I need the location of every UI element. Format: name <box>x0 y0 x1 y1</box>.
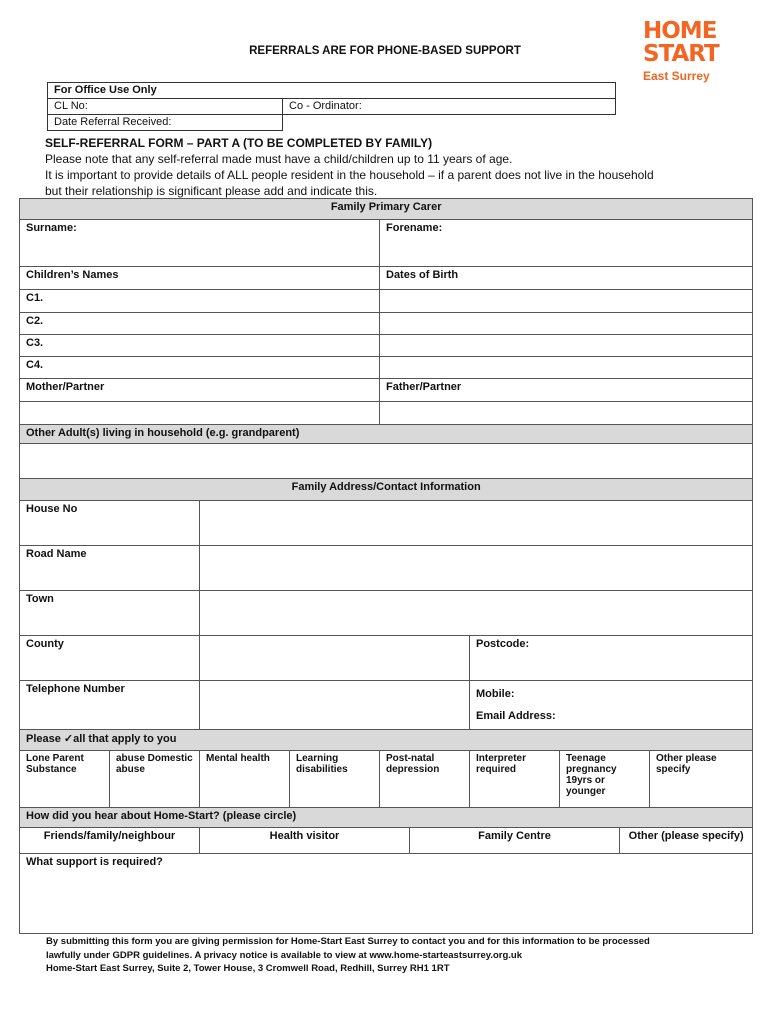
forename-field[interactable]: Forename: <box>380 220 753 267</box>
option-learning-disabilities[interactable]: Learning disabilities <box>290 751 380 808</box>
page-title: REFERRALS ARE FOR PHONE-BASED SUPPORT <box>249 45 521 57</box>
town-field[interactable] <box>200 591 753 636</box>
road-name-label: Road Name <box>20 546 200 591</box>
heard-header: How did you hear about Home-Start? (please circle) <box>20 808 753 828</box>
form-title: SELF-REFERRAL FORM – PART A (TO BE COMPLETED BY FAMILY) <box>45 136 433 150</box>
option-teenage-pregnancy[interactable]: Teenage pregnancy 19yrs or younger <box>560 751 650 808</box>
logo-subtitle: East Surrey <box>643 69 710 83</box>
applies-pre: Please <box>26 733 64 745</box>
mobile-field[interactable]: Mobile: <box>476 688 515 700</box>
office-use-box <box>47 82 616 131</box>
child-2-name[interactable]: C2. <box>20 313 380 335</box>
footer <box>46 935 726 976</box>
footer-line-1: By submitting this form you are giving permission for Home-Start East Surrey to contact you and for this information to be processed <box>46 936 650 947</box>
child-1-dob[interactable] <box>380 290 753 313</box>
intro-block <box>45 135 745 199</box>
other-adults-label: Other Adult(s) living in household (e.g. grandparent) <box>20 425 753 444</box>
option-interpreter[interactable]: Interpreter required <box>470 751 560 808</box>
postcode-field[interactable]: Postcode: <box>470 636 753 681</box>
option-other[interactable]: Other please specify <box>650 751 753 808</box>
footer-line-2: lawfully under GDPR guidelines. A privacy notice is available to view at www.home-starteastsurrey.org.uk <box>46 949 523 961</box>
county-field[interactable] <box>200 636 470 681</box>
email-field[interactable]: Email Address: <box>476 710 556 722</box>
heard-other[interactable]: Other (please specify) <box>620 828 753 854</box>
house-no-label: House No <box>20 501 200 546</box>
heard-family-centre[interactable]: Family Centre <box>410 828 620 854</box>
option-domestic-abuse[interactable]: abuse Domestic abuse <box>110 751 200 808</box>
child-2-dob[interactable] <box>380 313 753 335</box>
child-4-name[interactable]: C4. <box>20 357 380 379</box>
mother-partner-field[interactable] <box>20 402 380 425</box>
intro-line-1: Please note that any self-referral made must have a child/children up to 11 years of age. <box>45 152 513 166</box>
father-partner-label: Father/Partner <box>380 379 753 402</box>
child-4-dob[interactable] <box>380 357 753 379</box>
intro-line-2: It is important to provide details of ALL people resident in the household – if a parent does not live in the household <box>45 168 654 182</box>
coordinator-field[interactable]: Co - Ordinator: <box>283 99 616 115</box>
telephone-field[interactable] <box>200 681 470 730</box>
office-heading: For Office Use Only <box>48 83 616 99</box>
cl-no-field[interactable]: CL No: <box>48 99 283 115</box>
county-label: County <box>20 636 200 681</box>
road-name-field[interactable] <box>200 546 753 591</box>
children-names-label: Children’s Names <box>20 267 380 290</box>
heard-health-visitor[interactable]: Health visitor <box>200 828 410 854</box>
check-icon: ✓ <box>63 733 74 745</box>
logo-line-2: START <box>643 41 719 67</box>
support-field[interactable]: What support is required? <box>20 854 753 934</box>
logo-line-1: HOME <box>643 18 717 44</box>
house-no-field[interactable] <box>200 501 753 546</box>
child-1-name[interactable]: C1. <box>20 290 380 313</box>
father-partner-field[interactable] <box>380 402 753 425</box>
applies-header <box>20 730 753 751</box>
option-mental-health[interactable]: Mental health <box>200 751 290 808</box>
date-received-field[interactable]: Date Referral Received: <box>48 115 283 131</box>
other-adults-field[interactable] <box>20 444 753 479</box>
town-label: Town <box>20 591 200 636</box>
dates-of-birth-label: Dates of Birth <box>380 267 753 290</box>
contact-fields[interactable] <box>470 681 753 730</box>
applies-post: all that apply to you <box>73 733 177 745</box>
footer-line-3: Home-Start East Surrey, Suite 2, Tower House, 3 Cromwell Road, Redhill, Surrey RH1 1RT <box>46 963 450 974</box>
mother-partner-label: Mother/Partner <box>20 379 380 402</box>
telephone-label: Telephone Number <box>20 681 200 730</box>
option-post-natal[interactable]: Post-natal depression <box>380 751 470 808</box>
heard-friends[interactable]: Friends/family/neighbour <box>20 828 200 854</box>
option-lone-parent[interactable]: Lone Parent Substance <box>20 751 110 808</box>
child-3-name[interactable]: C3. <box>20 335 380 357</box>
referral-form-table <box>19 198 753 934</box>
primary-carer-header: Family Primary Carer <box>20 199 753 220</box>
intro-line-3: but their relationship is significant please add and indicate this. <box>45 184 378 198</box>
address-header: Family Address/Contact Information <box>20 479 753 501</box>
child-3-dob[interactable] <box>380 335 753 357</box>
surname-field[interactable]: Surname: <box>20 220 380 267</box>
